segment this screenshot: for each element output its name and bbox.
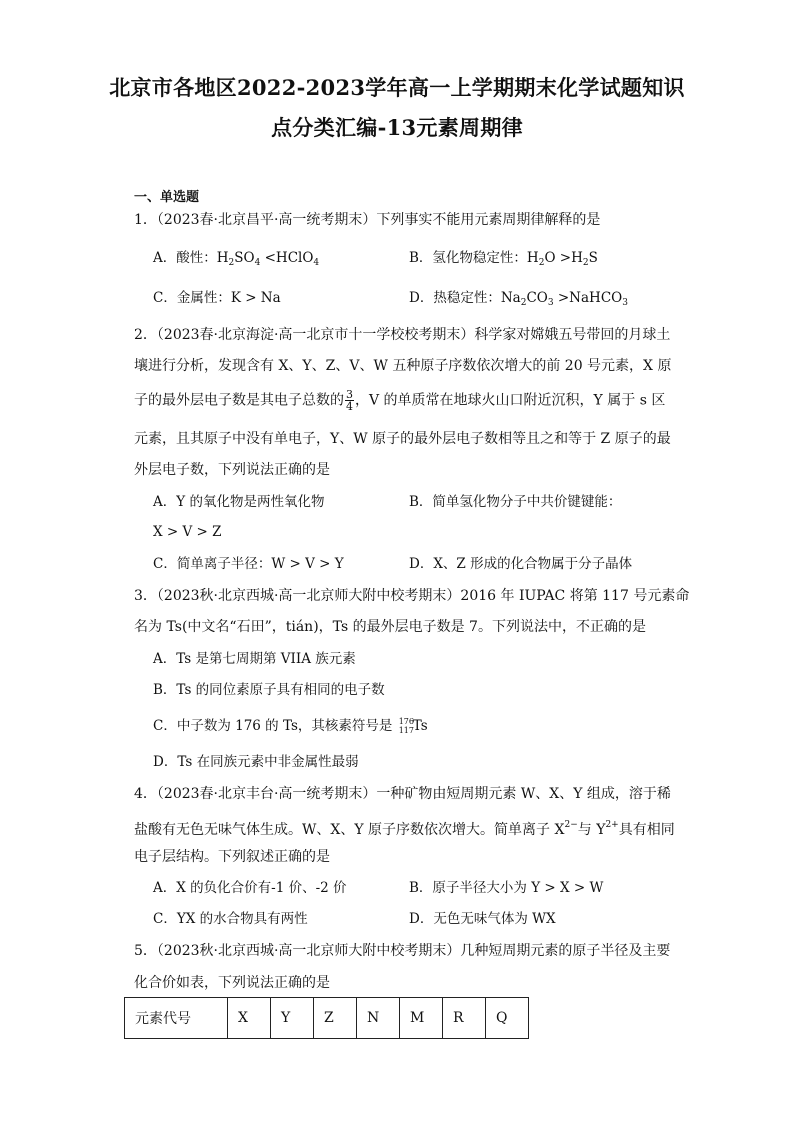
section-heading: 一、单选题 [134, 190, 200, 205]
fraction-three-quarters: $\frac{3}{4}$ [346, 388, 353, 413]
q3-option-b: B．Ts 的同位素原子具有相同的电子数 [153, 682, 385, 698]
table-cell: Z [314, 998, 357, 1039]
q2-line-3: 子的最外层电子数是其电子总数的 $\frac{3}{4}$ ，V 的单质常在地球火山口附近沉积，Y 属于 s 区 [134, 388, 666, 413]
table-cell: Q [486, 998, 529, 1039]
q3-option-a: A．Ts 是第七周期第 VIIA 族元素 [153, 651, 356, 667]
element-table [124, 997, 529, 1039]
q4-option-d: D．无色无味气体为 WX [409, 911, 556, 927]
page-title-line2: 点分类汇编-13元素周期律 [271, 115, 523, 140]
nuclide-symbol: 176 117 [398, 716, 414, 735]
table-cell: X [228, 998, 271, 1039]
page-title-line1: 北京市各地区2022-2023学年高一上学期期末化学试题知识 [109, 75, 685, 100]
q2-line-2: 壤进行分析，发现含有 X、Y、Z、V、W 五种原子序数依次增大的前 20 号元素，X 原 [134, 358, 672, 374]
q1-option-d: D．热稳定性：$Na_2CO_3$ >NaHCO$_3$ [409, 290, 628, 308]
q3-line-2: 名为 Ts(中文名“石田”，tián)，Ts 的最外层电子数是 7。下列说法中，不正确的是 [134, 619, 646, 635]
table-header-cell: 元素代号 [125, 998, 228, 1039]
q2-line-5: 外层电子数，下列说法正确的是 [134, 462, 330, 478]
q2-option-c: C．简单离子半径：W > V > Y [153, 556, 344, 572]
q4-option-a: A．X 的负化合价有-1 价、-2 价 [153, 880, 347, 896]
q3-line-1: 3．（2023秋·北京西城·高一北京师大附中校考期末）2016 年 IUPAC 将第 117 号元素命 [134, 588, 690, 604]
q4-option-b: B．原子半径大小为 Y > X > W [409, 880, 604, 896]
table-cell: R [443, 998, 486, 1039]
q4-line-2: 盐酸有无色无味气体生成。W、X、Y 原子序数依次增大。简单离子 $X^{2-}$与 $Y^{2+}$具有相同 [134, 820, 675, 838]
table-row [125, 998, 529, 1039]
q4-line-1: 4．（2023春·北京丰台·高一统考期末）一种矿物由短周期元素 W、X、Y 组成，溶于稀 [134, 786, 671, 802]
q2-line-1: 2．（2023春·北京海淀·高一北京市十一学校校考期末）科学家对嫦娥五号带回的月球土 [134, 327, 671, 343]
q1-option-a: A．酸性：$H_2SO_4$ <HClO$_4$ [153, 250, 320, 268]
q2-line-4: 元素，且其原子中没有单电子，Y、W 原子的最外层电子数相等且之和等于 Z 原子的最 [134, 431, 671, 447]
table-cell: N [357, 998, 400, 1039]
q2-option-b-cont: X > V > Z [153, 524, 222, 540]
q2-option-d: D．X、Z 形成的化合物属于分子晶体 [409, 556, 633, 572]
q2-option-b: B．简单氢化物分子中共价键键能： [409, 494, 622, 510]
q1-stem: 1．（2023春·北京昌平·高一统考期末）下列事实不能用元素周期律解释的是 [134, 212, 601, 228]
q5-line-1: 5．（2023秋·北京西城·高一北京师大附中校考期末）几种短周期元素的原子半径及主要 [134, 943, 671, 959]
q4-option-c: C．YX 的水合物具有两性 [153, 911, 308, 927]
table-cell: M [400, 998, 443, 1039]
q5-line-2: 化合价如表，下列说法正确的是 [134, 975, 330, 991]
q3-option-c: C．中子数为 176 的 Ts，其核素符号是 176 117 Ts [153, 716, 428, 735]
q4-line-3: 电子层结构。下列叙述正确的是 [134, 849, 330, 865]
q1-option-b: B．氢化物稳定性：$H_2O >H_2S$ [409, 250, 598, 268]
q2-option-a: A．Y 的氧化物是两性氧化物 [153, 494, 325, 510]
table-cell: Y [271, 998, 314, 1039]
q1-option-c: C．金属性：K > Na [153, 290, 281, 306]
q3-option-d: D．Ts 在同族元素中非金属性最弱 [153, 754, 359, 770]
